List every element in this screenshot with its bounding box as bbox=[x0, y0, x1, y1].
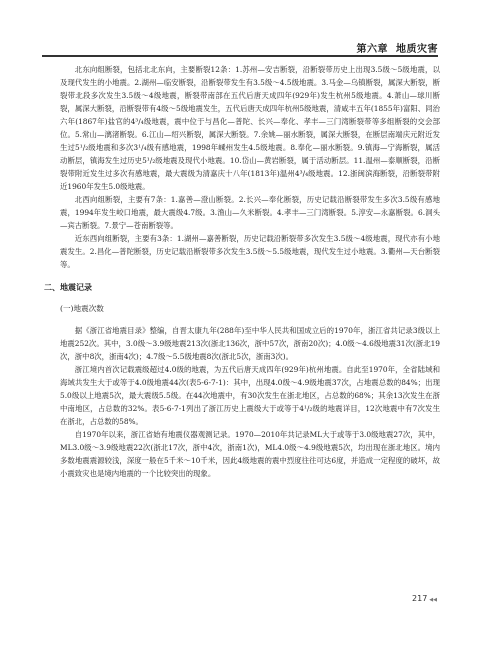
paragraph-catalog: 据《浙江省地震目录》整编，自晋太康九年(288年)至中华人民共和国成立后的1970年，浙江省共记录3级以上地震252次。其中，3.0级～3.9级地震213次(浙北136次，浙中57次，浙南20次)；4.0级～4.6级地震31次(浙北19次，浙中8次，浙南4次)；4.7级～5.5级地震8次(浙北5次，浙南3次)。 bbox=[60, 326, 440, 361]
chapter-number: 第六章 bbox=[356, 44, 389, 55]
section-title: 二、地震记录 bbox=[44, 283, 92, 292]
subsection-title: (一)地震次数 bbox=[60, 304, 104, 313]
chapter-title: 地质灾害 bbox=[396, 44, 438, 55]
header-rule bbox=[42, 55, 438, 57]
paragraph-first-record: 浙江境内首次记载震级超过4.0级的地震，为五代后唐天成四年(929年)杭州地震。自此至1970年，全省陆域和海域共发生大于或等于4.0级地震44次(表5-6-7-1)：其中，出现4.0级～4.9级地震37次，占地震总数的84%；出现5.0级以上地震5次，最大震级5.5级。在44次地震中，有30次发生在浙北地区，占总数的68%；其余13次发生在浙中南地区，占总数的32%。表5-6-7-1列出了浙江历史上震级大于或等于4¹/₂级的地震详目，12次地震中有7次发生在浙北，占总数的58%。 bbox=[60, 365, 440, 426]
page-body bbox=[44, 63, 440, 480]
paragraph-nw-faults: 北西向组断裂，主要有7条：1.嘉善—澄山断裂。2.长兴—奉化断裂，历史记载沿断裂带发生多次3.5级有感地震，1994年发生峧口地震，最大震级4.7级。3.渔山—久米断裂。4.孝丰—三门湾断裂。5.淳安—永嘉断裂。6.洞头—宾古断裂。7.景宁—苍南断裂等。 bbox=[60, 195, 440, 230]
page-marker-icon: ◀◀ bbox=[429, 597, 437, 603]
page-number-value: 217 bbox=[412, 594, 428, 603]
page-number bbox=[412, 594, 437, 603]
paragraph-ew-faults: 近东西向组断裂，主要有3条：1.湖州—嘉善断裂，历史记载沿断裂带多次发生3.5级～4级地震，现代亦有小地震发生。2.昌化—普陀断裂，历史记载沿断裂带多次发生3.5级～5.5级地震，现代发生过小地震。3.衢州—天台断裂等。 bbox=[60, 234, 440, 269]
paragraph-ne-faults: 北东向组断裂，包括北北东向，主要断裂12条：1.苏州—安吉断裂，沿断裂带历史上出现3.5级～5级地震，以及现代发生的小地震。2.湖州—临安断裂，沿断裂带发生有3.5级～4.5级地震。3.马金—乌镇断裂，属深大断裂，断裂带北段多次发生3.5级～4级地震，断裂带南部在五代后唐天成四年(929年)发生杭州5级地震。4.萧山—球川断裂，属深大断裂，沿断裂带有4级～5级地震发生，五代后唐天成四年杭州5级地震，清咸丰五年(1855年)富阳、同治六年(1867年)盐官的4³/₄级地震，震中位于与昌化—普陀、长兴—奉化、孝丰—三门湾断裂带等多组断裂的交会部位。5.常山—漓渚断裂。6.江山—绍兴断裂，属深大断裂。7.余姚—丽水断裂，属深大断裂，在断层南端庆元附近发生过5¹/₂级地震和多次3¹/₄级有感地震，1998年嵊州发生4.5级地震。8.奉化—丽水断裂。9.镇海—宁海断裂，属活动断层，镇海发生过历史5¹/₂级地震及现代小地震。10.岱山—黄岩断裂，属于活动断层。11.温州—泰顺断裂，沿断裂带附近发生过多次有感地震，最大震级为清嘉庆十八年(1813年)温州4³/₄级地震。12.浙闽滨海断裂，沿断裂带附近1960年发生5.0级地震。 bbox=[60, 65, 440, 191]
chapter-header bbox=[357, 40, 438, 55]
paragraph-instrument: 自1970年以来，浙江省始有地震仪器观测记录。1970—2010年共记录ML大于或等于3.0级地震27次，其中，ML3.0级～3.9级地震22次(浙北17次，浙中4次，浙南1次)，ML4.0级～4.9级地震5次，均出现在浙北地区。境内多数地震震源较浅，深度一般在5千米～10千米，因此4级地震的震中烈度往往可达6度，并造成一定程度的破坏，故小震致灾也是境内地震的一个比较突出的现象。 bbox=[60, 430, 440, 478]
